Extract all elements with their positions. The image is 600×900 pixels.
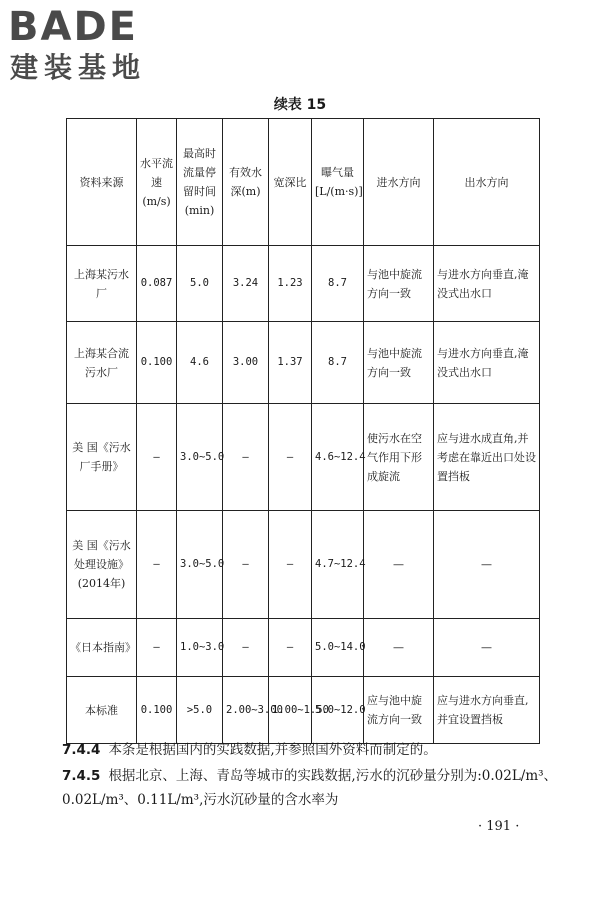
cell-aeration: 5.0~12.0	[312, 677, 364, 744]
table-header-row	[67, 119, 540, 246]
table-row	[67, 677, 540, 744]
cell-inlet: 应与池中旋流方向一致	[364, 677, 434, 744]
cell-aeration: 5.0~14.0	[312, 619, 364, 677]
header-cell: 宽深比	[269, 119, 312, 246]
cell-inlet: 与池中旋流方向一致	[364, 322, 434, 404]
cell-time: 3.0~5.0	[177, 511, 223, 619]
cell-aeration: 8.7	[312, 322, 364, 404]
cell-source: 上海某污水厂	[67, 246, 137, 322]
cell-aeration: 8.7	[312, 246, 364, 322]
cell-depth: —	[223, 404, 269, 511]
cell-outlet: 与进水方向垂直,淹没式出水口	[434, 246, 540, 322]
header-cell: 出水方向	[434, 119, 540, 246]
header-cell: 进水方向	[364, 119, 434, 246]
table-row	[67, 619, 540, 677]
cell-velocity: 0.100	[137, 677, 177, 744]
cell-time: 1.0~3.0	[177, 619, 223, 677]
cell-velocity: —	[137, 511, 177, 619]
cell-outlet: 与进水方向垂直,淹没式出水口	[434, 322, 540, 404]
cell-source: 上海某合流污水厂	[67, 322, 137, 404]
header-cell: 水平流速(m/s)	[137, 119, 177, 246]
cell-ratio: 1.23	[269, 246, 312, 322]
page-number: · 191 ·	[478, 819, 520, 834]
cell-source: 《日本指南》	[67, 619, 137, 677]
table-caption: 续表 15	[273, 97, 327, 113]
table-row	[67, 322, 540, 404]
cell-velocity: —	[137, 404, 177, 511]
cell-depth: 3.24	[223, 246, 269, 322]
cell-outlet: —	[434, 619, 540, 677]
cell-depth: 3.00	[223, 322, 269, 404]
header-cell: 曝气量[L/(m·s)]	[312, 119, 364, 246]
logo-subtitle: 建装基地	[10, 51, 147, 84]
cell-depth: 2.00~3.00	[223, 677, 269, 744]
cell-inlet: 使污水在空气作用下形成旋流	[364, 404, 434, 511]
cell-outlet: 应与进水成直角,并考虑在靠近出口处设置挡板	[434, 404, 540, 511]
cell-ratio: 1.37	[269, 322, 312, 404]
header-cell: 有效水深(m)	[223, 119, 269, 246]
cell-source: 本标准	[67, 677, 137, 744]
clause-paragraph	[62, 764, 562, 812]
cell-inlet: 与池中旋流方向一致	[364, 246, 434, 322]
cell-aeration: 4.6~12.4	[312, 404, 364, 511]
clause-text: 根据北京、上海、青岛等城市的实践数据,污水的沉砂量分别为:0.02L/m³、0.02L/m³、0.11L/m³,污水沉砂量的含水率为	[62, 768, 558, 808]
clause-text: 本条是根据国内的实践数据,并参照国外资料而制定的。	[108, 742, 437, 758]
cell-outlet: —	[434, 511, 540, 619]
cell-ratio: 1.00~1.50	[269, 677, 312, 744]
cell-ratio: —	[269, 404, 312, 511]
cell-velocity: 0.100	[137, 322, 177, 404]
clause-number: 7.4.4	[62, 742, 101, 758]
cell-velocity: 0.087	[137, 246, 177, 322]
table-row	[67, 404, 540, 511]
cell-time: >5.0	[177, 677, 223, 744]
cell-ratio: —	[269, 511, 312, 619]
cell-time: 4.6	[177, 322, 223, 404]
clause-paragraph	[62, 738, 562, 762]
data-table	[66, 118, 540, 744]
cell-ratio: —	[269, 619, 312, 677]
cell-aeration: 4.7~12.4	[312, 511, 364, 619]
cell-velocity: —	[137, 619, 177, 677]
table-row	[67, 246, 540, 322]
table-row	[67, 511, 540, 619]
bade-logo	[8, 4, 178, 86]
cell-source: 美 国《污水厂手册》	[67, 404, 137, 511]
cell-time: 3.0~5.0	[177, 404, 223, 511]
cell-depth: —	[223, 619, 269, 677]
cell-source: 美 国《污水处理设施》(2014年)	[67, 511, 137, 619]
cell-outlet: 应与进水方向垂直,并宜设置挡板	[434, 677, 540, 744]
cell-depth: —	[223, 511, 269, 619]
logo-wordmark: BADE	[8, 4, 138, 50]
cell-inlet: —	[364, 619, 434, 677]
cell-inlet: —	[364, 511, 434, 619]
header-cell: 资料来源	[67, 119, 137, 246]
header-cell: 最高时流量停留时间(min)	[177, 119, 223, 246]
clause-number: 7.4.5	[62, 768, 101, 784]
cell-time: 5.0	[177, 246, 223, 322]
